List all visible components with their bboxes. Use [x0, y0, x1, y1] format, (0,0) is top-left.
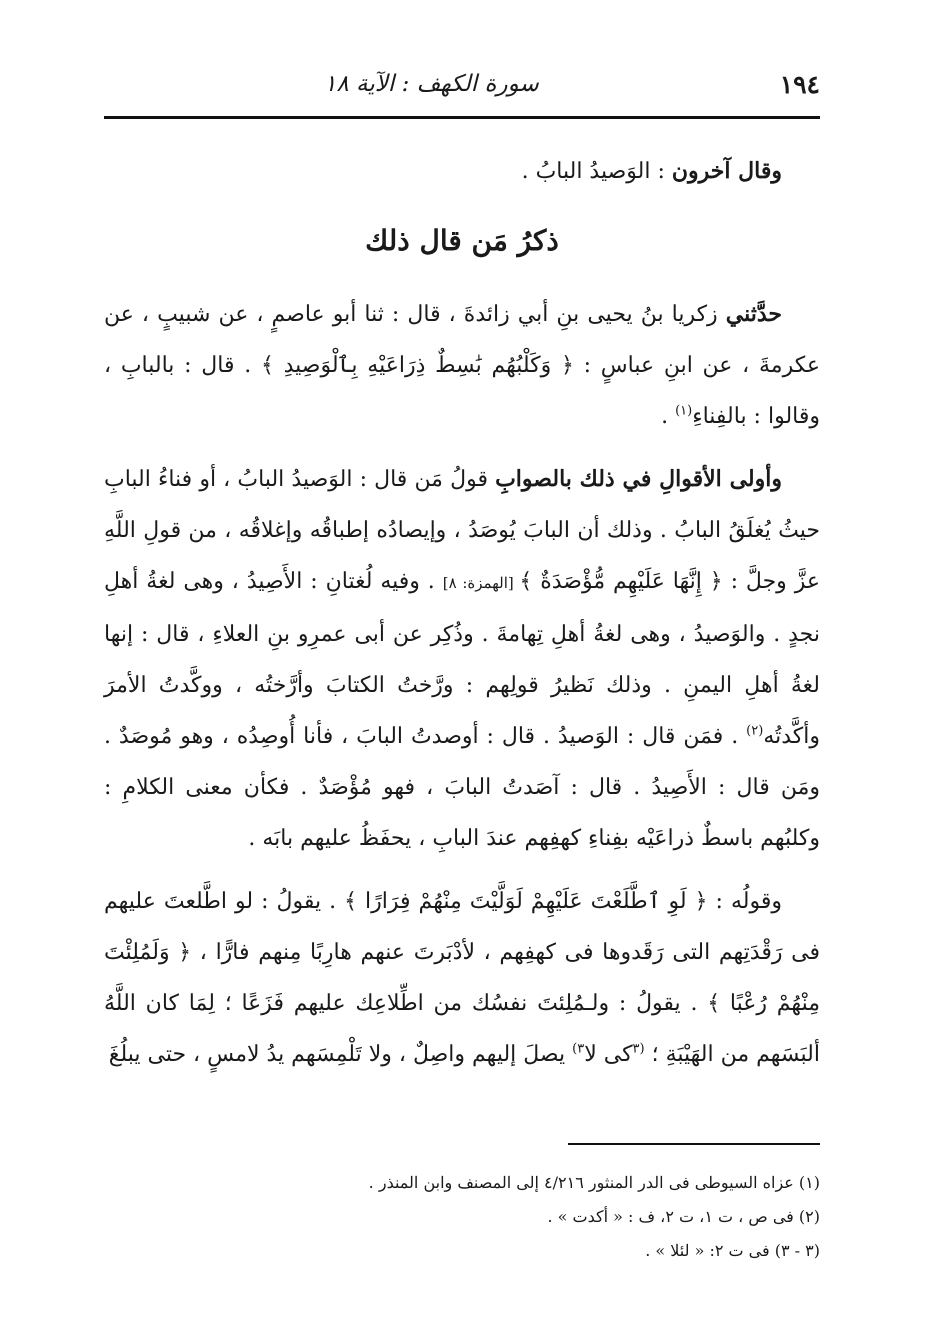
paragraph-2-text-2: . قال : بالبابِ ، وقالوا : بالفِناءِ [104, 353, 820, 429]
paragraph-1-lead: وقال آخرون [671, 158, 782, 184]
paragraph-4 [104, 876, 820, 1080]
footnote-marker-3-open: (٣ [632, 1041, 645, 1057]
paragraph-4-text-4: كى لا [584, 1042, 633, 1067]
paragraph-4-text-2: . يقولُ : لو اطَّلعتَ عليهم فى رَقْدَتِهم التى رَقَدوها فى كهفِهم ، لأدْبَرتَ عنهم هارِبًا مِنهم فارًّا ، [104, 889, 820, 965]
footnote-marker-1: (١) [675, 403, 693, 419]
paragraph-2 [104, 289, 820, 442]
paragraph-3 [104, 454, 820, 864]
quran-verse: ﴿ لَوِ ٱطَّلَعْتَ عَلَيْهِمْ لَوَلَّيْتَ مِنْهُمْ فِرَارًا ﴾ [344, 889, 708, 914]
paragraph-1 [104, 146, 820, 197]
footnote-marker-2: (٢) [746, 723, 764, 739]
paragraph-3-text-2: . وفيه لُغتانِ : الأَصِيدُ ، وهى لغةُ أهلِ نجدٍ . والوَصيدُ ، وهى لغةُ أهلِ تِهامةَ . وذُكِر عن أبى عمرِو بنِ العلاءِ ، قال : إنها لغةُ أهلِ اليمنِ . وذلك نَظيرُ قولِهم : ورَّختُ الكتابَ وأرَّختُه ، ووكَّدتُ الأمرَ وأكَّدتُه [104, 569, 820, 749]
footnote-2: (٢) فى ص ، ت ١، ت ٢، ف : « أكدت » . [547, 1207, 820, 1226]
quran-verse: ﴿ إِنَّهَا عَلَيْهِم مُّؤْصَدَةٌ ﴾ [519, 569, 723, 594]
page-number: ١٩٤ [779, 69, 820, 99]
paragraph-3-text-3: . فمَن قال : الوَصيدُ . قال : أوصدتُ البابَ ، فأنا أُوصِدُه ، وهو مُوصَدٌ . ومَن قال : الأَصِيدُ . قال : آصَدتُ البابَ ، فهو مُؤْصَدٌ . فكأن معنى الكلامِ : وكلبُهم باسطٌ ذراعَيْه بفِناءِ كهفِهم عندَ البابِ ، يحفَظُ عليهم بابَه . [104, 724, 820, 851]
header-rule [104, 116, 820, 119]
page-header [104, 62, 820, 106]
paragraph-3-lead: وأولى الأقوالِ في ذلك بالصوابِ [495, 466, 782, 492]
footnote-marker-3-close: ٣) [572, 1041, 585, 1057]
footnote-3: (٣ - ٣) فى ت ٢: « لئلا » . [645, 1241, 820, 1260]
paragraph-2-text-3: . [661, 404, 676, 429]
section-heading: ذكرُ مَن قال ذلك [365, 224, 559, 257]
running-title: سورة الكهف : الآية ١٨ [324, 71, 539, 97]
main-text [104, 146, 820, 1080]
footnote-rule [568, 1143, 820, 1145]
paragraph-4-text-5: يصلَ إليهم واصِلٌ ، ولا تَلْمِسَهم يدُ لامسٍ ، حتى يبلُغَ [108, 1042, 573, 1067]
paragraph-4-text-3: . يقولُ : ولـمُلِئتَ نفسُك من اطِّلاعِك عليهم فَزَعًا ؛ لِمَا كان اللَّهُ ألبَسَهم من الهَيْبَةِ ؛ [104, 991, 820, 1067]
paragraph-4-text-1: وقولُه : [707, 889, 782, 914]
quran-verse: ﴿ وَكَلْبُهُم بَٰسِطٌ ذِرَاعَيْهِ بِٱلْوَصِيدِ ﴾ [260, 353, 574, 378]
quran-verse: ﴿ وَلَمُلِئْتَ مِنْهُمْ رُعْبًا ﴾ [104, 940, 820, 1016]
verse-reference: [الهمزة: ٨] [442, 574, 520, 592]
footnotes [104, 1166, 820, 1268]
paragraph-2-lead: حدَّثني [725, 301, 782, 327]
paragraph-1-text: : الوَصيدُ البابُ . [521, 159, 672, 184]
paragraph-2-text-1: زكريا بنُ يحيى بنِ أبي زائدةَ ، قال : ثنا أبو عاصمٍ ، عن شبيبٍ ، عن عكرمةَ ، عن ابنِ عباسٍ : [104, 302, 820, 378]
footnote-1: (١) عزاه السيوطى فى الدر المنثور ٤/٢١٦ إلى المصنف وابن المنذر . [368, 1173, 820, 1192]
paragraph-3-text-1: قولُ مَن قال : الوَصيدُ البابُ ، أو فناءُ البابِ حيثُ يُغلَقُ البابُ . وذلك أن البابَ يُوصَدُ ، وإيصادُه إطباقُه وإغلاقُه ، من قولِ اللَّهِ عزَّ وجلَّ : [104, 467, 820, 594]
